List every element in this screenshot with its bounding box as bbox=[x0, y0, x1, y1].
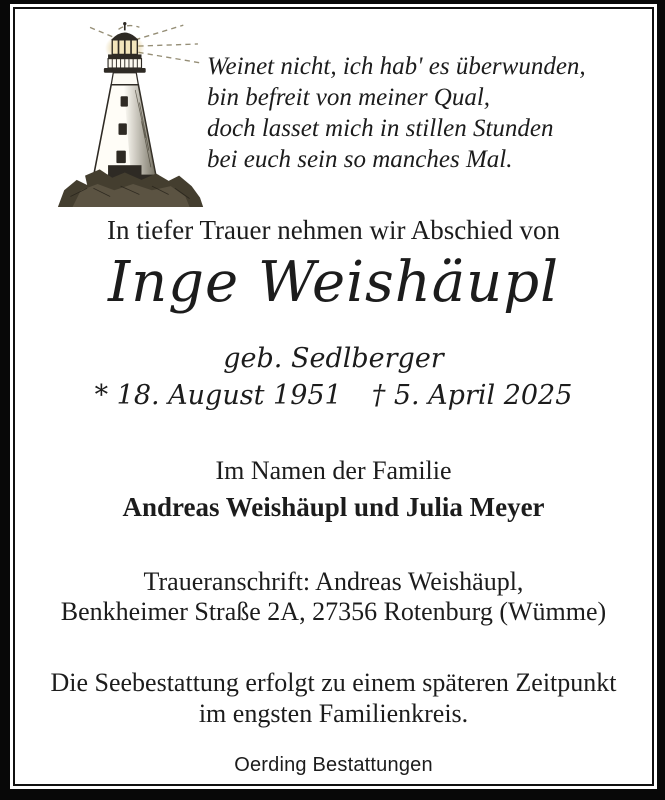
death-notice-card bbox=[13, 7, 654, 786]
address-line: Benkheimer Straße 2A, 27356 Rotenburg (Wümme) bbox=[60, 597, 607, 626]
poem-line: bin befreit von meiner Qual, bbox=[207, 84, 491, 111]
poem-block bbox=[207, 51, 586, 175]
maiden-name: geb. Sedlberger bbox=[223, 343, 444, 374]
burial-line: Die Seebestattung erfolgt zu einem späteren Zeitpunkt bbox=[50, 668, 617, 697]
burial-notice bbox=[15, 667, 652, 729]
notice-white-mat bbox=[10, 4, 657, 789]
lighthouse-icon bbox=[51, 21, 209, 207]
poem-line: bei euch sein so manches Mal. bbox=[207, 146, 513, 173]
funeral-home-name: Oerding Bestattungen bbox=[234, 754, 433, 776]
mourning-address bbox=[15, 567, 652, 627]
burial-line: im engsten Familienkreis. bbox=[198, 699, 469, 728]
poem-line: Weinet nicht, ich hab' es überwunden, bbox=[207, 53, 586, 80]
life-dates bbox=[15, 380, 652, 411]
family-intro-line: Im Namen der Familie bbox=[215, 456, 452, 485]
intro-line: In tiefer Trauer nehmen wir Abschied von bbox=[107, 215, 560, 245]
poem-line: doch lasset mich in stillen Stunden bbox=[207, 115, 554, 142]
deceased-name: Inge Weishäupl bbox=[107, 250, 560, 315]
birth-date: * 18. August 1951 bbox=[94, 380, 342, 411]
death-date: † 5. April 2025 bbox=[371, 380, 573, 411]
address-line: Traueranschrift: Andreas Weishäupl, bbox=[143, 567, 524, 596]
family-names-line: Andreas Weishäupl und Julia Meyer bbox=[122, 492, 545, 522]
